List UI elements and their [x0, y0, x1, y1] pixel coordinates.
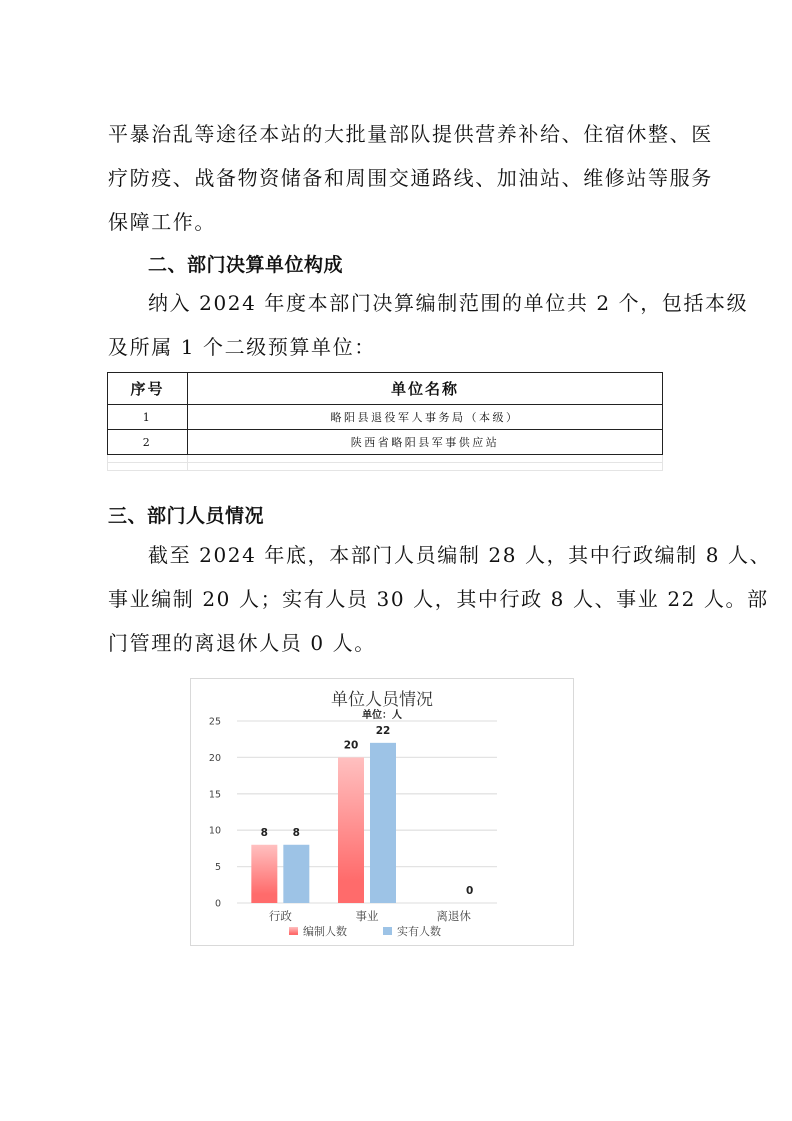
table-row	[108, 430, 663, 455]
y-tick-label: 0	[214, 898, 221, 910]
empty-row	[108, 463, 663, 471]
section2-paragraph	[108, 281, 749, 369]
section2-line-1: 纳入 2024 年度本部门决算编制范围的单位共 2 个，包括本级	[148, 291, 749, 315]
y-tick-label: 20	[208, 752, 221, 764]
x-tick-label: 事业	[355, 909, 379, 923]
legend-label: 编制人数	[303, 925, 347, 938]
cell-unit-name: 略阳县退役军人事务局（本级）	[188, 405, 663, 430]
legend-swatch	[289, 927, 298, 935]
data-label: 8	[292, 826, 300, 839]
cell-unit-name: 陕西省略阳县军事供应站	[188, 430, 663, 455]
empty-row	[108, 455, 663, 463]
data-label: 0	[466, 885, 474, 897]
bar-actual	[370, 743, 396, 903]
intro-line-1: 平暴治乱等途径本站的大批量部队提供营养补给、住宿休整、医	[108, 122, 713, 146]
y-tick-label: 25	[208, 716, 221, 728]
legend-swatch	[383, 927, 392, 935]
bar-planned	[338, 757, 364, 903]
chart-title: 单位人员情况	[331, 690, 433, 710]
staff-chart	[190, 678, 574, 946]
y-tick-label: 15	[208, 789, 221, 801]
legend-label: 实有人数	[397, 925, 441, 938]
chart-canvas	[191, 679, 573, 945]
table-header-row	[108, 373, 663, 405]
table-row	[108, 405, 663, 430]
chart-subtitle: 单位：人	[362, 710, 402, 721]
cell-index: 1	[108, 405, 188, 430]
bar-planned	[251, 845, 277, 903]
cell-index: 2	[108, 430, 188, 455]
y-tick-label: 10	[208, 825, 221, 837]
section3-line-1: 截至 2024 年底，本部门人员编制 28 人，其中行政编制 8 人、	[148, 543, 772, 567]
section2-line-2: 及所属 1 个二级预算单位：	[108, 335, 376, 359]
header-index: 序号	[108, 373, 188, 405]
y-tick-label: 5	[214, 862, 221, 874]
section3-paragraph	[108, 533, 772, 665]
x-tick-label: 离退休	[436, 909, 471, 923]
intro-line-2: 疗防疫、战备物资储备和周围交通路线、加油站、维修站等服务	[108, 166, 713, 190]
section3-line-2: 事业编制 20 人；实有人员 30 人，其中行政 8 人、事业 22 人。部	[108, 587, 769, 611]
unit-table	[107, 372, 663, 471]
intro-paragraph	[108, 112, 720, 244]
data-label: 22	[375, 724, 391, 737]
bar-actual	[283, 845, 309, 903]
header-unit-name: 单位名称	[188, 373, 663, 405]
data-label: 20	[343, 739, 359, 752]
section2-heading: 二、部门决算单位构成	[148, 254, 344, 276]
intro-line-3: 保障工作。	[108, 210, 216, 234]
section3-line-3: 门管理的离退休人员 0 人。	[108, 631, 376, 655]
section3-heading: 三、部门人员情况	[108, 505, 265, 527]
data-label: 8	[260, 826, 268, 839]
x-tick-label: 行政	[268, 909, 292, 923]
